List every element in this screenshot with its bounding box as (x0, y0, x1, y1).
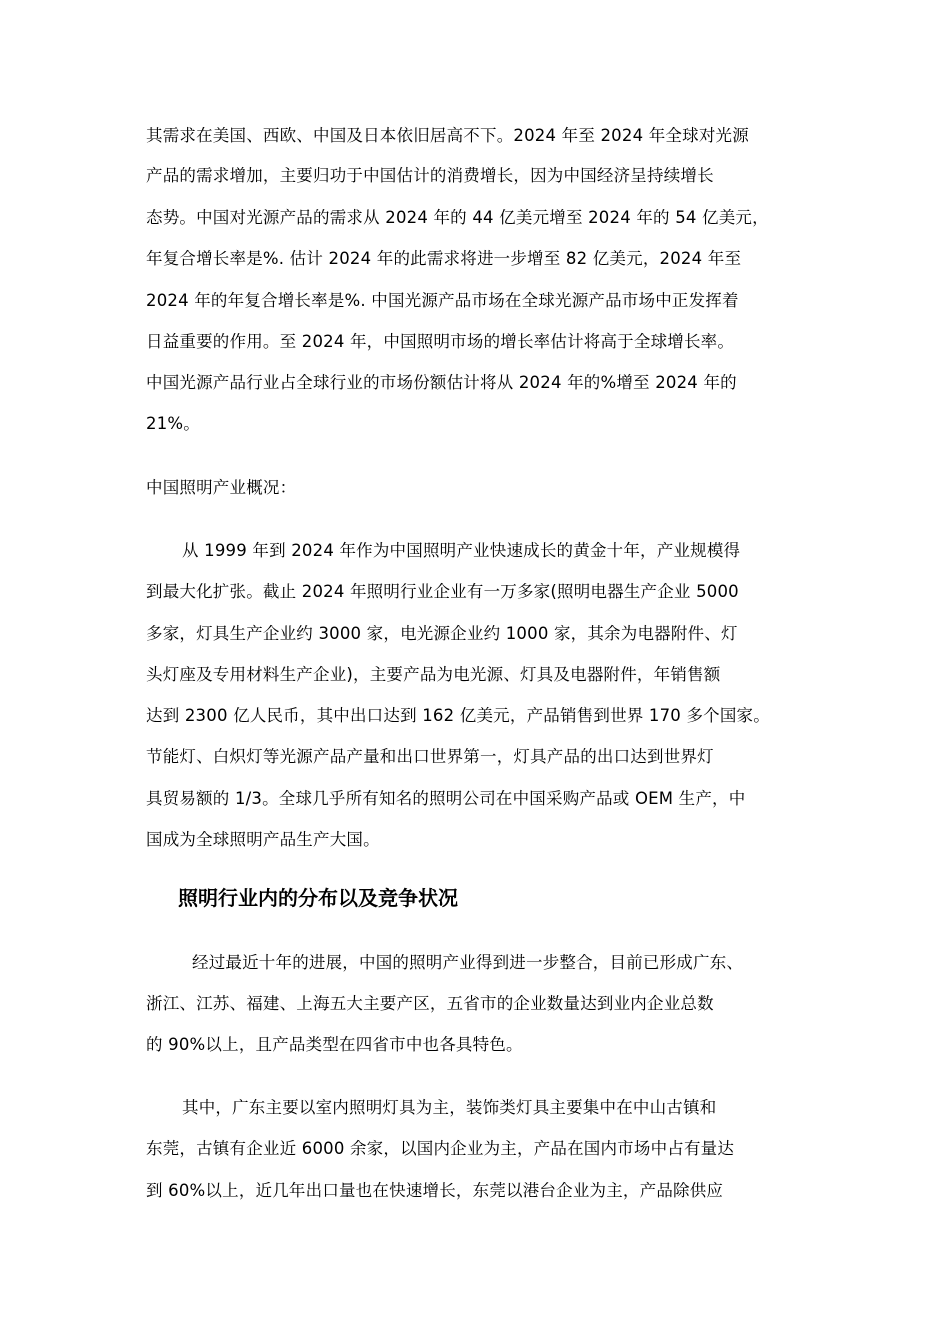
section-heading: 照明行业内的分布以及竞争状况 (178, 886, 458, 910)
text-line: 国成为全球照明产品生产大国。 (146, 830, 380, 849)
text-line: 中国光源产品行业占全球行业的市场份额估计将从 2024 年的%增至 2024 年的 (146, 373, 737, 392)
text-line: 具贸易额的 1/3。全球几乎所有知名的照明公司在中国采购产品或 OEM 生产，中 (146, 789, 746, 808)
text-line: 头灯座及专用材料生产企业)，主要产品为电光源、灯具及电器附件，年销售额 (146, 665, 721, 684)
text-line: 态势。中国对光源产品的需求从 2024 年的 44 亿美元增至 2024 年的 54 亿美元， (146, 208, 769, 227)
text-line: 从 1999 年到 2024 年作为中国照明产业快速成长的黄金十年，产业规模得 (182, 541, 741, 560)
text-line: 多家，灯具生产企业约 3000 家，电光源企业约 1000 家，其余为电器附件、灯 (146, 624, 738, 643)
text-line: 到 60%以上，近几年出口量也在快速增长，东莞以港台企业为主，产品除供应 (146, 1181, 724, 1200)
text-line: 其中，广东主要以室内照明灯具为主，装饰类灯具主要集中在中山古镇和 (182, 1098, 717, 1117)
text-line: 年复合增长率是%. 估计 2024 年的此需求将进一步增至 82 亿美元，2024 年至 (146, 249, 742, 268)
text-line: 的 90%以上，且产品类型在四省市中也各具特色。 (146, 1035, 523, 1054)
text-line: 东莞，古镇有企业近 6000 余家，以国内企业为主，产品在国内市场中占有量达 (146, 1139, 735, 1158)
subheading: 中国照明产业概况： (146, 478, 297, 497)
text-line: 日益重要的作用。至 2024 年，中国照明市场的增长率估计将高于全球增长率。 (146, 332, 735, 351)
text-line: 经过最近十年的进展，中国的照明产业得到进一步整合，目前已形成广东、 (192, 953, 744, 972)
text-line: 到最大化扩张。截止 2024 年照明行业企业有一万多家(照明电器生产企业 5000 (146, 582, 739, 601)
text-line: 2024 年的年复合增长率是%. 中国光源产品市场在全球光源产品市场中正发挥着 (146, 291, 739, 310)
text-line: 产品的需求增加，主要归功于中国估计的消费增长，因为中国经济呈持续增长 (146, 166, 714, 185)
text-line: 21%。 (146, 414, 200, 433)
text-line: 浙江、江苏、福建、上海五大主要产区，五省市的企业数量达到业内企业总数 (146, 994, 714, 1013)
text-line: 节能灯、白炽灯等光源产品产量和出口世界第一，灯具产品的出口达到世界灯 (146, 747, 714, 766)
text-line: 达到 2300 亿人民币，其中出口达到 162 亿美元，产品销售到世界 170 多个国家。 (146, 706, 770, 725)
text-line: 其需求在美国、西欧、中国及日本依旧居高不下。2024 年至 2024 年全球对光源 (146, 126, 749, 145)
